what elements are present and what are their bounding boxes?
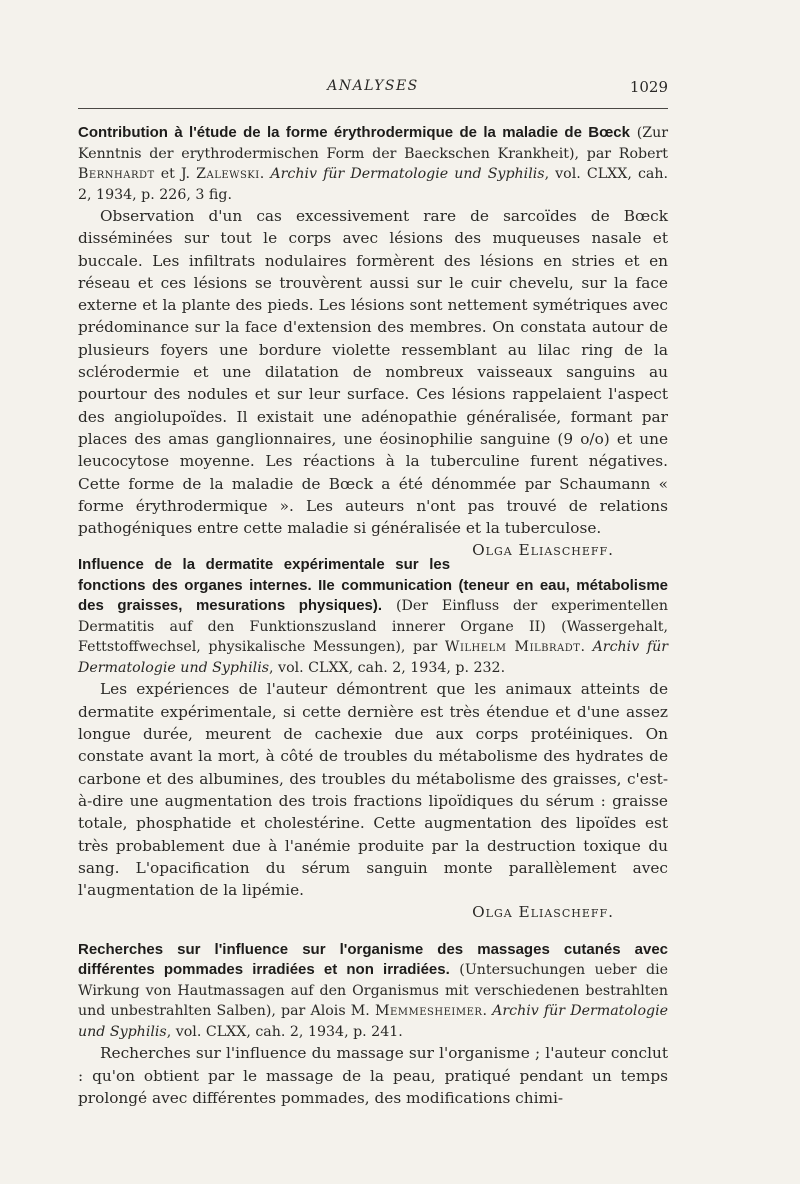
article xyxy=(78,940,668,1109)
running-title: ANALYSES xyxy=(327,78,419,94)
article-reference: Influence de la dermatite expérimentale sur les fonctions des organes internes. IIe communication (teneur en eau, métabolisme des graisses, mesurations physiques). (Der Einfluss der experimentellen Dermatitis auf den Funktionszusland innerer Organe II) (Wassergehalt, Fettstoffwechsel, physikalische Messungen), par Wilhelm Milbradt. Archiv für Dermatologie und Syphilis, vol. CLXX, cah. 2, 1934, p. 232. xyxy=(78,556,668,676)
page-number: 1029 xyxy=(629,78,668,96)
signature: Olga Eliascheff. xyxy=(472,541,614,560)
signature: Olga Eliascheff. xyxy=(472,903,614,922)
journal-name: Archiv für Dermatologie und Syphilis xyxy=(78,639,668,676)
page-header xyxy=(78,74,668,98)
article-title: Influence de la dermatite expérimentale sur les fonctions des organes internes. IIe communication (teneur en eau, métabolisme des graisses, mesurations physiques). xyxy=(78,556,668,615)
page-body xyxy=(78,123,668,1125)
article xyxy=(78,123,668,560)
author-name: Bernhardt xyxy=(78,166,155,182)
article-body: Les expériences de l'auteur démontrent que les animaux atteints de dermatite expérimentale, si cette dernière est très étendue et d'une assez longue durée, meurent de cachexie due aux corps protéiniques. On constate avant la mort, à côté de troubles du métabolisme des hydrates de carbone et des albumines, des troubles du métabolisme des graisses, c'est-à-dire une augmentation des trois fractions lipoïdiques du sérum : graisse totale, phosphatide et cholestérine. Cette augmentation des lipoïdes est très probablement due à l'anémie produite par la destruction toxique du sang. L'opacification du sérum sanguin monte parallèlement avec l'augmentation de la lipémie. xyxy=(78,680,668,900)
journal-name: Archiv für Dermatologie und Syphilis xyxy=(78,1003,668,1040)
page xyxy=(78,74,668,1107)
journal-name: Archiv für Dermatologie und Syphilis xyxy=(270,166,545,182)
author-name: Memmesheimer xyxy=(374,1003,483,1020)
article-reference: Recherches sur l'influence sur l'organisme des massages cutanés avec différentes pommades irradiées et non irradiées. (Untersuchungen ueber die Wirkung von Hautmassagen auf den Organismus mit verschiedenen bestrahlten und unbestrahlten Salben), par Alois M. Memmesheimer. Archiv für Dermatologie und Syphilis, vol. CLXX, cah. 2, 1934, p. 241. xyxy=(78,940,668,1040)
author-name: Zalewski xyxy=(196,166,260,182)
article-reference: Contribution à l'étude de la forme érythrodermique de la maladie de Bœck (Zur Kenntnis der erythrodermischen Form der Baeckschen Krankheit), par Robert Bernhardt et J. Zalewski. Archiv für Dermatologie und Syphilis, vol. CLXX, cah. 2, 1934, p. 226, 3 fig. xyxy=(78,124,668,203)
header-rule xyxy=(78,108,668,109)
article-body: Recherches sur l'influence du massage sur l'organisme ; l'auteur conclut : qu'on obtient par le massage de la peau, pratiqué pendant un temps prolongé avec différentes pommades, des modifications chimi- xyxy=(78,1044,668,1107)
article-body: Observation d'un cas excessivement rare de sarcoïdes de Bœck disséminées sur tout le corps avec lésions des muqueuses nasale et buccale. Les infiltrats nodulaires formèrent des lésions en stries et en réseau et ces lésions se trouvèrent aussi sur le cuir chevelu, sur la face externe et la plante des pieds. Les lésions sont nettement symétriques avec prédominance sur la face d'extension des membres. On constata autour de plusieurs foyers une bordure violette ressemblant au lilac ring de la sclérodermie et une dilatation de nombreux vaisseaux sanguins au pourtour des nodules et sur leur surface. Ces lésions rappelaient l'aspect des angiolupoïdes. Il existait une adénopathie généralisée, formant par places des amas ganglionnaires, une éosinophilie sanguine (9 o/o) et une leucocytose moyenne. Les réactions à la tuberculine furent négatives. Cette forme de la maladie de Bœck a été dénommée par Schaumann « forme érythrodermique ». Les auteurs n'ont pas trouvé de relations pathogéniques entre cette maladie si généralisée et la tuberculose. Olga Eliascheff. xyxy=(78,205,668,539)
article-title: Recherches sur l'influence sur l'organisme des massages cutanés avec différentes pommades irradiées et non irradiées. xyxy=(78,940,668,979)
author-name: Wilhelm Milbradt xyxy=(444,639,581,656)
article xyxy=(78,555,668,923)
article-title: Contribution à l'étude de la forme érythrodermique de la maladie de Bœck xyxy=(78,124,630,141)
